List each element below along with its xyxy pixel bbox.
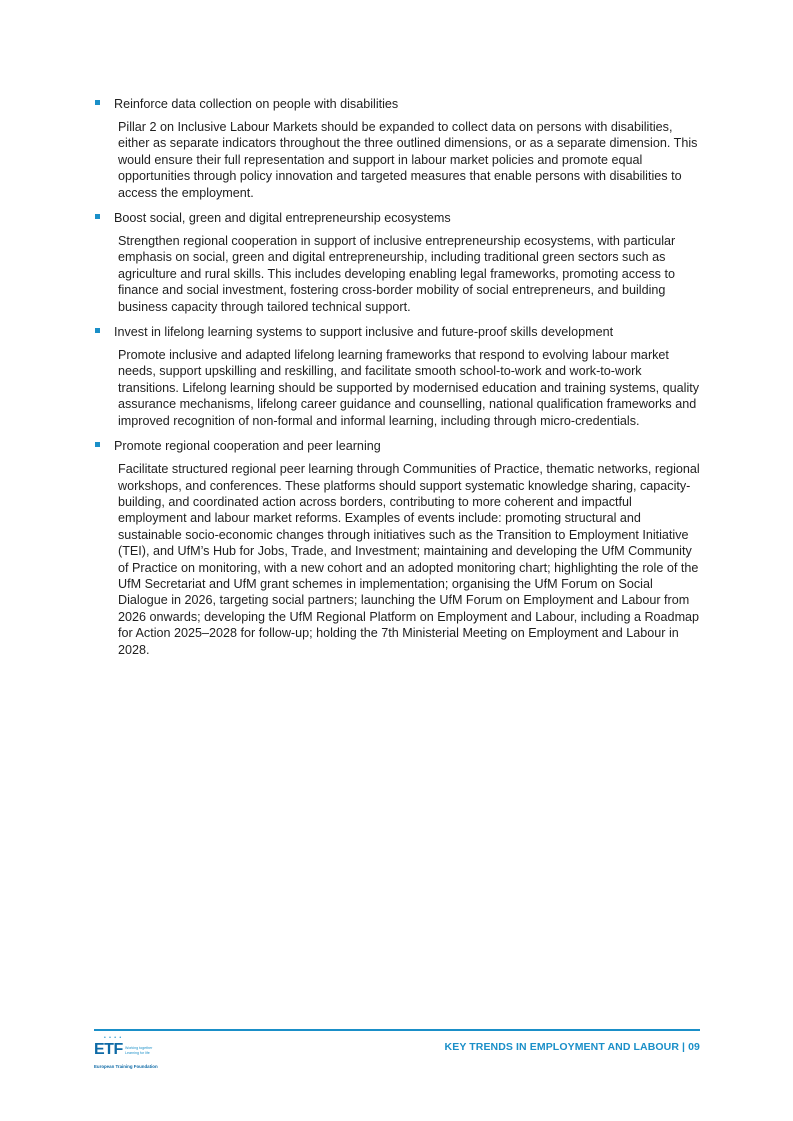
list-item [94,210,700,315]
item-body: Facilitate structured regional peer learning through Communities of Practice, thematic networks, regional workshops, and conferences. These platforms should support systematic knowledge sharing, capacity-building, and coordinated action across borders, contributing to more coherent and impactful employment and labour market reforms. Examples of events include: promoting structural and sustainable socio-economic changes through initiatives such as the Transition to Employment Initiative (TEI), and UfM’s Hub for Jobs, Trade, and Investment; maintaining and developing the UfM Community of Practice on monitoring, with a new cohort and an adopted monitoring chart; highlighting the role of the UfM Secretariat and UfM grant schemes in implementation; organising the UfM Forum on Social Dialogue in 2026, targeting social partners; launching the UfM Forum on Employment and Labour from 2026 onwards; developing the UfM Regional Platform on Employment and Labour, including a Roadmap for Action 2025–2028 for follow-up; holding the 7th Ministerial Meeting on Employment and Labour in 2028. [118,462,700,657]
item-heading [94,324,700,340]
item-body: Pillar 2 on Inclusive Labour Markets should be expanded to collect data on persons with disabilities, either as separate indicators throughout the three outlined dimensions, or as a separate dimension. This would ensure their full representation and support in labour market policies and promote equal opportunities through policy innovation and targeted measures that enable persons with disabilities to access the employment. [118,120,698,200]
list-item [94,96,700,201]
item-heading-text: Reinforce data collection on people with disabilities [114,97,399,111]
item-heading-text: Boost social, green and digital entrepreneurship ecosystems [114,211,451,226]
footer-page-title: KEY TRENDS IN EMPLOYMENT AND LABOUR | 09 [444,1041,700,1053]
item-heading-text: Invest in lifelong learning systems to support inclusive and future-proof skills development [114,325,614,340]
logo-name: European Training Foundation [94,1064,158,1069]
list-item [94,324,700,429]
footer-divider [94,1029,700,1031]
item-body: Strengthen regional cooperation in support of inclusive entrepreneurship ecosystems, with particular emphasis on social, green and digital entrepreneurship, including traditional green sectors such as agriculture and rural skills. This includes developing enabling legal frameworks, promoting access to finance and social investment, fostering cross-border mobility of social entrepreneurs, and building business capacity through tailored technical support. [118,234,676,314]
etf-logo [94,1035,164,1075]
square-bullet-icon [95,328,100,333]
item-heading [94,438,700,454]
item-heading [94,210,700,226]
square-bullet-icon [95,100,100,105]
square-bullet-icon [95,442,100,447]
item-body: Promote inclusive and adapted lifelong learning frameworks that respond to evolving labour market needs, support upskilling and reskilling, and facilitate smooth school-to-work and work-to-work transitions. Lifelong learning should be supported by modernised education and training systems, quality assurance mechanisms, lifelong career guidance and counselling, national qualification frameworks and improved recognition of non-formal and informal learning, including through micro-credentials. [118,348,700,428]
main-content [94,96,700,667]
logo-stars-icon: • • • • [104,1035,123,1041]
logo-tagline: Working together Learning for life [125,1046,153,1055]
square-bullet-icon [95,214,100,219]
item-heading-text: Promote regional cooperation and peer learning [114,439,381,454]
item-heading [94,96,700,112]
logo-mark: ETF [94,1041,123,1058]
list-item [94,438,700,658]
